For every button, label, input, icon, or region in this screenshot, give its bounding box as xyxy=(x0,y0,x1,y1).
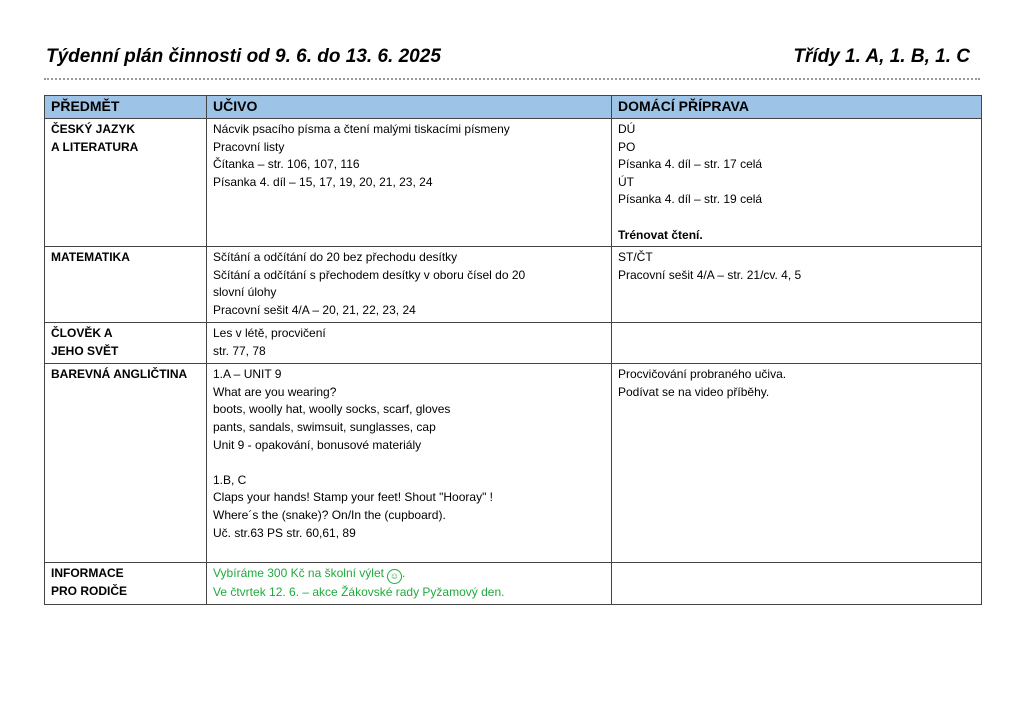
homework-line: Procvičování probraného učiva. xyxy=(618,367,787,382)
table-row-world xyxy=(45,323,982,364)
content-line: pants, sandals, swimsuit, sunglasses, cap xyxy=(213,419,436,434)
homework-line: Písanka 4. díl – str. 17 celá xyxy=(618,157,763,172)
blank-line xyxy=(618,209,975,227)
homework-line: ÚT xyxy=(618,174,634,189)
homework-line: Trénovat čtení. xyxy=(618,227,703,242)
content-line: boots, woolly hat, woolly socks, scarf, gloves xyxy=(213,402,451,417)
content-line: Les v létě, procvičení xyxy=(213,326,326,341)
blank-line xyxy=(213,454,605,472)
info-line: Vybíráme 300 Kč na školní výlet ☺ . xyxy=(213,565,605,584)
content-line: Sčítání a odčítání s přechodem desítky v oboru čísel do 20 xyxy=(213,267,526,282)
content-line: 1.A – UNIT 9 xyxy=(213,367,282,382)
content-cell xyxy=(207,364,612,563)
column-header-homework: DOMÁCÍ PŘÍPRAVA xyxy=(612,96,982,119)
table-header-row xyxy=(45,96,982,119)
info-text: Vybíráme 300 Kč na školní výlet xyxy=(213,566,384,581)
content-line: slovní úlohy xyxy=(213,285,277,300)
column-header-content: UČIVO xyxy=(207,96,612,119)
subject-cell xyxy=(45,323,207,364)
subject-line: INFORMACE xyxy=(51,566,124,581)
homework-line: Podívat se na video příběhy. xyxy=(618,384,770,399)
content-line: Čítanka – str. 106, 107, 116 xyxy=(213,157,360,172)
content-cell xyxy=(207,563,612,605)
content-line: Pracovní listy xyxy=(213,139,285,154)
table-row-math xyxy=(45,247,982,323)
table-row-english xyxy=(45,364,982,563)
subject-line: PRO RODIČE xyxy=(51,583,128,598)
content-line: Pracovní sešit 4/A – 20, 21, 22, 23, 24 xyxy=(213,302,416,317)
content-cell xyxy=(207,119,612,247)
column-header-subject: PŘEDMĚT xyxy=(45,96,207,119)
page-title: Týdenní plán činnosti od 9. 6. do 13. 6. 2025 xyxy=(46,46,441,67)
subject-cell xyxy=(45,364,207,563)
table-row-info xyxy=(45,563,982,605)
homework-cell xyxy=(612,247,982,323)
homework-cell xyxy=(612,323,982,364)
homework-line: Písanka 4. díl – str. 19 celá xyxy=(618,192,763,207)
subject-line: A LITERATURA xyxy=(51,139,139,154)
subject-cell xyxy=(45,563,207,605)
class-list: Třídy 1. A, 1. B, 1. C xyxy=(793,46,970,67)
homework-line: PO xyxy=(618,139,636,154)
homework-line: Pracovní sešit 4/A – str. 21/cv. 4, 5 xyxy=(618,267,802,282)
content-line: Where´s the (snake)? On/In the (cupboard). xyxy=(213,507,446,522)
content-cell xyxy=(207,247,612,323)
subject-cell xyxy=(45,247,207,323)
info-line: Ve čtvrtek 12. 6. – akce Žákovské rady Pyžamový den. xyxy=(213,585,505,600)
homework-cell xyxy=(612,563,982,605)
homework-line: ST/ČT xyxy=(618,250,653,265)
content-cell xyxy=(207,323,612,364)
content-line: 1.B, C xyxy=(213,472,247,487)
subject-cell xyxy=(45,119,207,247)
content-line: Nácvik psacího písma a čtení malými tiskacími písmeny xyxy=(213,122,510,136)
content-line: Sčítání a odčítání do 20 bez přechodu desítky xyxy=(213,250,458,265)
homework-cell xyxy=(612,364,982,563)
content-line: Uč. str.63 PS str. 60,61, 89 xyxy=(213,525,356,540)
content-line: What are you wearing? xyxy=(213,384,337,399)
smiley-face-icon: ☺ xyxy=(387,569,402,584)
content-line: Písanka 4. díl – 15, 17, 19, 20, 21, 23, 24 xyxy=(213,174,433,189)
weekly-plan-table xyxy=(44,95,982,605)
subject-line: JEHO SVĚT xyxy=(51,343,119,358)
page-header xyxy=(44,44,980,80)
content-line: Claps your hands! Stamp your feet! Shout "Hooray" ! xyxy=(213,490,493,505)
subject-line: MATEMATIKA xyxy=(51,250,130,265)
subject-line: BAREVNÁ ANGLIČTINA xyxy=(51,367,188,382)
subject-line: ČESKÝ JAZYK xyxy=(51,122,136,136)
subject-line: ČLOVĚK A xyxy=(51,326,113,341)
table-row-czech xyxy=(45,119,982,247)
homework-line: DÚ xyxy=(618,122,636,136)
content-line: str. 77, 78 xyxy=(213,343,266,358)
homework-cell xyxy=(612,119,982,247)
content-line: Unit 9 - opakování, bonusové materiály xyxy=(213,437,422,452)
